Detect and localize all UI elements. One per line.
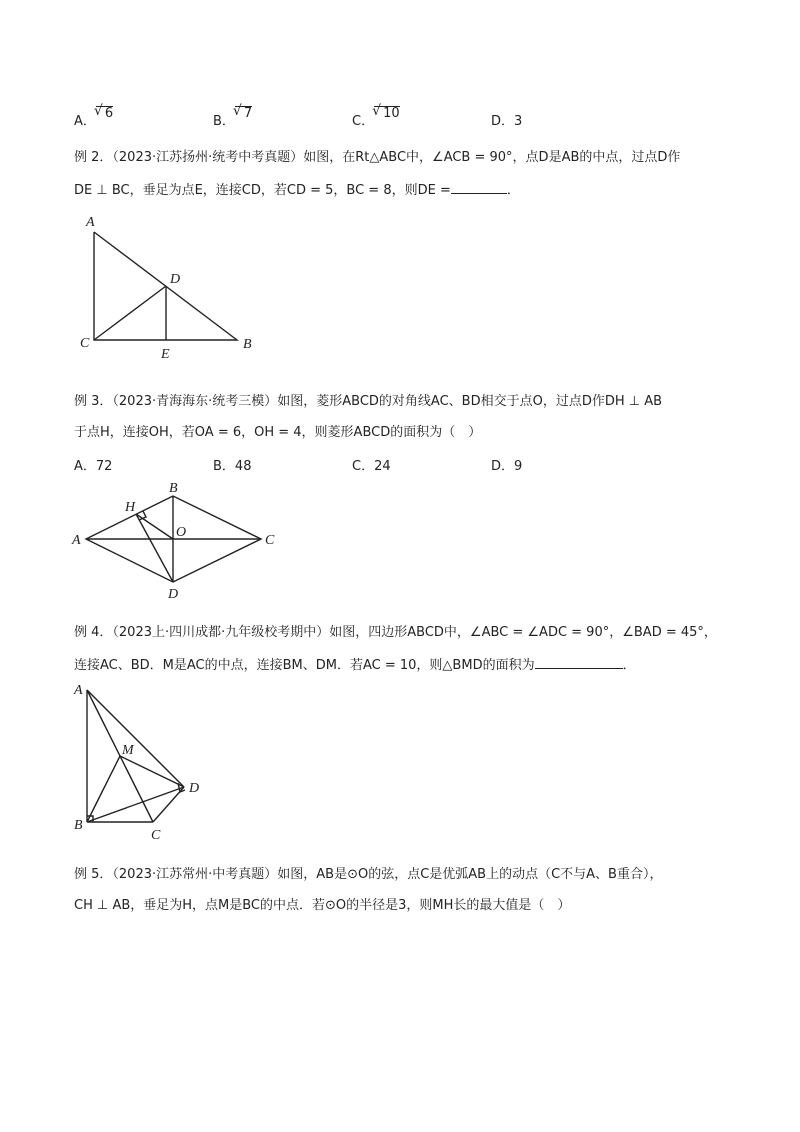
ex4-line-1: 例 4．（2023上·四川成都·九年级校考期中）如图，四边形ABCD中，∠ABC = ∠ADC = 90°，∠BAD = 45°，	[74, 625, 717, 640]
ex4-line-2-end: ．	[622, 658, 636, 673]
ex2-label-c: C	[80, 336, 90, 351]
ex4-label-a: A	[74, 683, 83, 698]
ex3-label-o: O	[176, 525, 187, 540]
ex5-line-1: 例 5．（2023·江苏常州·中考真题）如图，AB是⊙O的弦，点C是优弧AB上的动点（C不与A、B重合），	[74, 867, 663, 882]
ex4-line-2-text: 连接AC、BD．M是AC的中点，连接BM、DM．若AC = 10，则△BMD的面积为	[74, 658, 535, 673]
ex4-label-c: C	[151, 828, 161, 843]
ex3-option-d: D．9	[491, 459, 523, 474]
q1-option-c-value: √ 10	[374, 106, 400, 121]
ex3-label-c: C	[265, 533, 275, 548]
ex4-label-m: M	[122, 743, 134, 758]
ex3-label-d: D	[168, 587, 179, 602]
ex2-line-2-text: DE ⊥ BC，垂足为点E，连接CD，若CD = 5，BC = 8，则DE =	[74, 183, 451, 198]
ex3-label-h: H	[125, 500, 136, 515]
ex2-label-d: D	[170, 272, 181, 287]
q1-option-a-label: A．	[74, 114, 96, 129]
ex2-label-a: A	[86, 215, 95, 230]
ex3-option-c: C．24	[352, 459, 391, 474]
ex3-option-b: B．48	[213, 459, 252, 474]
ex3-line-2: 于点H，连接OH，若OA = 6，OH = 4，则菱形ABCD的面积为（ ）	[74, 425, 482, 440]
q1-option-d: D．3	[491, 114, 523, 129]
ex2-label-e: E	[161, 347, 170, 362]
ex4-label-d: D	[189, 781, 200, 796]
q1-option-b-value: √ 7	[235, 106, 252, 121]
q1-option-a-value: √ 6	[96, 106, 113, 121]
ex4-label-b: B	[74, 818, 83, 833]
q1-option-b-label: B．	[213, 114, 235, 129]
ex4-segment-dm	[120, 756, 184, 787]
ex2-line-1: 例 2．（2023·江苏扬州·统考中考真题）如图，在Rt△ABC中，∠ACB = 90°，点D是AB的中点，过点D作	[74, 150, 681, 165]
q1-option-c-label: C．	[352, 114, 375, 129]
ex3-line-1: 例 3．（2023·青海海东·统考三模）如图，菱形ABCD的对角线AC、BD相交于点O，过点D作DH ⊥ AB	[74, 394, 663, 409]
ex3-label-a: A	[72, 533, 81, 548]
ex4-segment-ad	[87, 690, 184, 787]
ex2-label-b: B	[243, 337, 252, 352]
ex5-line-2: CH ⊥ AB，垂足为H，点M是BC的中点．若⊙O的半径是3，则MH长的最大值是（ ）	[74, 898, 571, 913]
ex3-option-a: A．72	[74, 459, 113, 474]
ex3-label-b: B	[169, 481, 178, 496]
ex2-line-2-end: ．	[506, 183, 520, 198]
